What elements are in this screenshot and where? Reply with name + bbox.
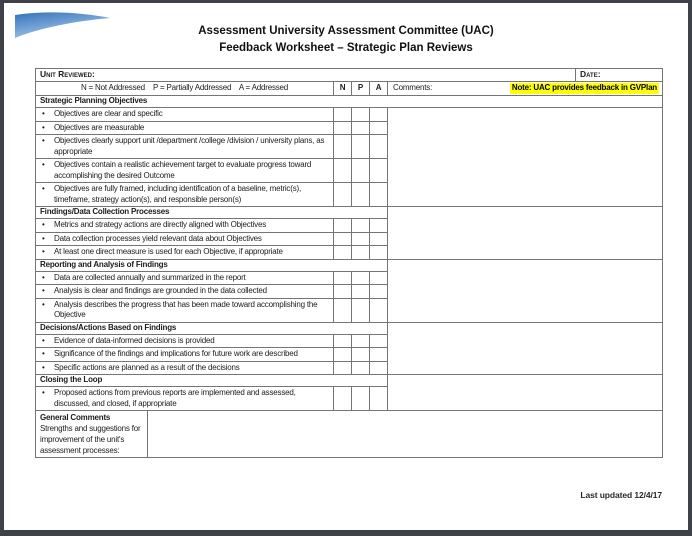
criterion-line [42, 123, 329, 134]
rating-cell-a[interactable] [370, 246, 388, 260]
rating-cell-p[interactable] [352, 387, 370, 411]
criterion-label: Proposed actions from previous reports are implemented and assessed, discussed, and closed, if appropriate [54, 388, 296, 408]
bullet-icon: • [42, 184, 45, 193]
section-title: Reporting and Analysis of Findings [36, 259, 388, 271]
rating-cell-p[interactable] [352, 108, 370, 122]
date-label: Date: [580, 69, 601, 80]
bullet-icon: • [42, 388, 45, 397]
rating-cell-a[interactable] [370, 285, 388, 299]
rating-cell-n[interactable] [334, 219, 352, 233]
bullet-icon: • [42, 335, 45, 345]
criterion-line [42, 136, 329, 157]
rating-cell-p[interactable] [352, 334, 370, 348]
criterion-text [36, 271, 334, 285]
rating-cell-p[interactable] [352, 298, 370, 322]
rating-column-header-n: N [334, 82, 352, 96]
rating-cell-n[interactable] [334, 232, 352, 246]
legend-row [36, 82, 663, 96]
criterion-line [42, 273, 329, 284]
date-field[interactable] [576, 69, 663, 82]
criterion-text [36, 361, 334, 375]
rating-cell-a[interactable] [370, 135, 388, 159]
rating-cell-p[interactable] [352, 285, 370, 299]
criterion-label: Objectives are clear and specific [54, 109, 163, 118]
rating-cell-p[interactable] [352, 135, 370, 159]
rating-cell-n[interactable] [334, 159, 352, 183]
criterion-text [36, 108, 334, 122]
criterion-line [42, 363, 329, 374]
rating-cell-p[interactable] [352, 246, 370, 260]
rating-cell-a[interactable] [370, 159, 388, 183]
document-header [4, 23, 688, 57]
criterion-line [42, 109, 329, 120]
rating-cell-a[interactable] [370, 232, 388, 246]
rating-cell-n[interactable] [334, 108, 352, 122]
worksheet-page [4, 3, 688, 530]
comments-label: Comments: [393, 83, 433, 93]
section-header-row [36, 322, 663, 334]
rating-cell-p[interactable] [352, 121, 370, 135]
bullet-icon: • [42, 220, 45, 229]
rating-cell-n[interactable] [334, 285, 352, 299]
criterion-line [42, 286, 329, 297]
bullet-icon: • [42, 109, 45, 118]
criterion-text [36, 334, 334, 348]
criterion-label: Objectives clearly support unit /department /college /division / university plans, as appropriate [54, 136, 325, 156]
section-header-row [36, 259, 663, 271]
section-header-row [36, 96, 663, 108]
rating-cell-a[interactable] [370, 219, 388, 233]
rating-cell-p[interactable] [352, 361, 370, 375]
section-header-row [36, 375, 663, 387]
rating-cell-a[interactable] [370, 361, 388, 375]
rating-legend: N = Not Addressed P = Partially Addressed A = Addressed [36, 82, 334, 96]
criterion-line [42, 336, 329, 347]
section-title: Findings/Data Collection Processes [36, 207, 388, 219]
rating-cell-n[interactable] [334, 298, 352, 322]
rating-column-header-p: P [352, 82, 370, 96]
feedback-worksheet-table [35, 68, 663, 458]
rating-cell-n[interactable] [334, 348, 352, 362]
section-title: Strategic Planning Objectives [36, 96, 663, 108]
bullet-icon: • [42, 160, 45, 169]
criterion-label: Objectives are measurable [54, 122, 145, 132]
criterion-label: Metrics and strategy actions are directly aligned with Objectives [54, 220, 266, 229]
criterion-line [42, 160, 329, 181]
criterion-label: Evidence of data-informed decisions is provided [54, 335, 215, 345]
bullet-icon: • [42, 362, 45, 372]
criterion-label: At least one direct measure is used for each Objective, if appropriate [54, 247, 283, 256]
section-title: Closing the Loop [36, 375, 388, 387]
bullet-icon: • [42, 136, 45, 145]
section-comments-cell[interactable] [388, 375, 663, 411]
criterion-text [36, 135, 334, 159]
criterion-text [36, 348, 334, 362]
rating-cell-p[interactable] [352, 232, 370, 246]
criterion-line [42, 220, 329, 231]
rating-cell-p[interactable] [352, 159, 370, 183]
criterion-text [36, 121, 334, 135]
bullet-icon: • [42, 233, 45, 243]
criterion-line [42, 349, 329, 360]
rating-column-header-a: A [370, 82, 388, 96]
general-comments-title: General Comments [40, 413, 111, 422]
rating-cell-n[interactable] [334, 271, 352, 285]
criterion-label: Analysis is clear and findings are grounded in the data collected [54, 286, 267, 295]
criterion-label: Objectives are fully framed, including identification of a baseline, metric(s), timeframe, strategy action(s), and responsible person(s) [54, 184, 301, 204]
rating-cell-p[interactable] [352, 348, 370, 362]
section-comments-cell[interactable] [388, 207, 663, 260]
rating-cell-a[interactable] [370, 348, 388, 362]
criterion-label: Data collection processes yield relevant data about Objectives [54, 233, 262, 243]
bullet-icon: • [42, 247, 45, 256]
section-title: Decisions/Actions Based on Findings [36, 322, 388, 334]
general-comments-input[interactable] [148, 411, 663, 458]
general-comments-label [36, 411, 148, 458]
section-comments-cell[interactable] [388, 108, 663, 207]
rating-cell-n[interactable] [334, 387, 352, 411]
criterion-line [42, 247, 329, 258]
criterion-text [36, 387, 334, 411]
criterion-text [36, 246, 334, 260]
bullet-icon: • [42, 286, 45, 295]
rating-cell-a[interactable] [370, 183, 388, 207]
criterion-label: Data are collected annually and summarized in the report [54, 272, 246, 282]
bullet-icon: • [42, 299, 45, 309]
document-subtitle: Feedback Worksheet – Strategic Plan Reviews [219, 42, 473, 54]
bullet-icon: • [42, 272, 45, 282]
gvplan-note: Note: UAC provides feedback in GVPlan [511, 83, 657, 93]
rating-cell-n[interactable] [334, 183, 352, 207]
unit-date-row [36, 69, 663, 82]
criterion-line [42, 388, 329, 409]
rating-cell-a[interactable] [370, 334, 388, 348]
section-header-row [36, 207, 663, 219]
rating-cell-n[interactable] [334, 246, 352, 260]
criterion-label: Objectives contain a realistic achievement target to evaluate progress toward accomplishing the desired Outcome [54, 160, 312, 180]
bullet-icon: • [42, 122, 45, 132]
criterion-label: Specific actions are planned as a result of the decisions [54, 362, 240, 372]
criterion-text [36, 298, 334, 322]
section-comments-cell[interactable] [388, 259, 663, 322]
rating-cell-a[interactable] [370, 387, 388, 411]
criterion-label: Significance of the findings and implications for future work are described [54, 349, 298, 358]
criterion-label: Analysis describes the progress that has been made toward accomplishing the Objective [54, 299, 318, 319]
general-comments-description: Strengths and suggestions for improvement of the unit's assessment processes: [40, 424, 141, 455]
criterion-row [36, 108, 663, 122]
document-title: Assessment University Assessment Committee (UAC) [198, 25, 494, 37]
rating-cell-p[interactable] [352, 219, 370, 233]
rating-cell-a[interactable] [370, 108, 388, 122]
criterion-text [36, 232, 334, 246]
bullet-icon: • [42, 349, 45, 358]
criterion-line [42, 234, 329, 245]
last-updated-text: Last updated 12/4/17 [580, 490, 662, 500]
rating-cell-n[interactable] [334, 334, 352, 348]
general-comments-row [36, 411, 663, 458]
criterion-text [36, 159, 334, 183]
section-comments-cell[interactable] [388, 322, 663, 375]
rating-cell-p[interactable] [352, 183, 370, 207]
rating-cell-a[interactable] [370, 271, 388, 285]
criterion-text [36, 285, 334, 299]
criterion-line [42, 300, 329, 321]
unit-reviewed-field[interactable] [36, 69, 576, 82]
criterion-text [36, 219, 334, 233]
rating-cell-n[interactable] [334, 121, 352, 135]
rating-cell-a[interactable] [370, 298, 388, 322]
criterion-text [36, 183, 334, 207]
rating-cell-p[interactable] [352, 271, 370, 285]
criterion-line [42, 184, 329, 205]
rating-cell-n[interactable] [334, 361, 352, 375]
unit-reviewed-label: Unit Reviewed: [40, 69, 95, 80]
rating-cell-a[interactable] [370, 121, 388, 135]
comments-header-cell [388, 82, 663, 96]
rating-cell-n[interactable] [334, 135, 352, 159]
